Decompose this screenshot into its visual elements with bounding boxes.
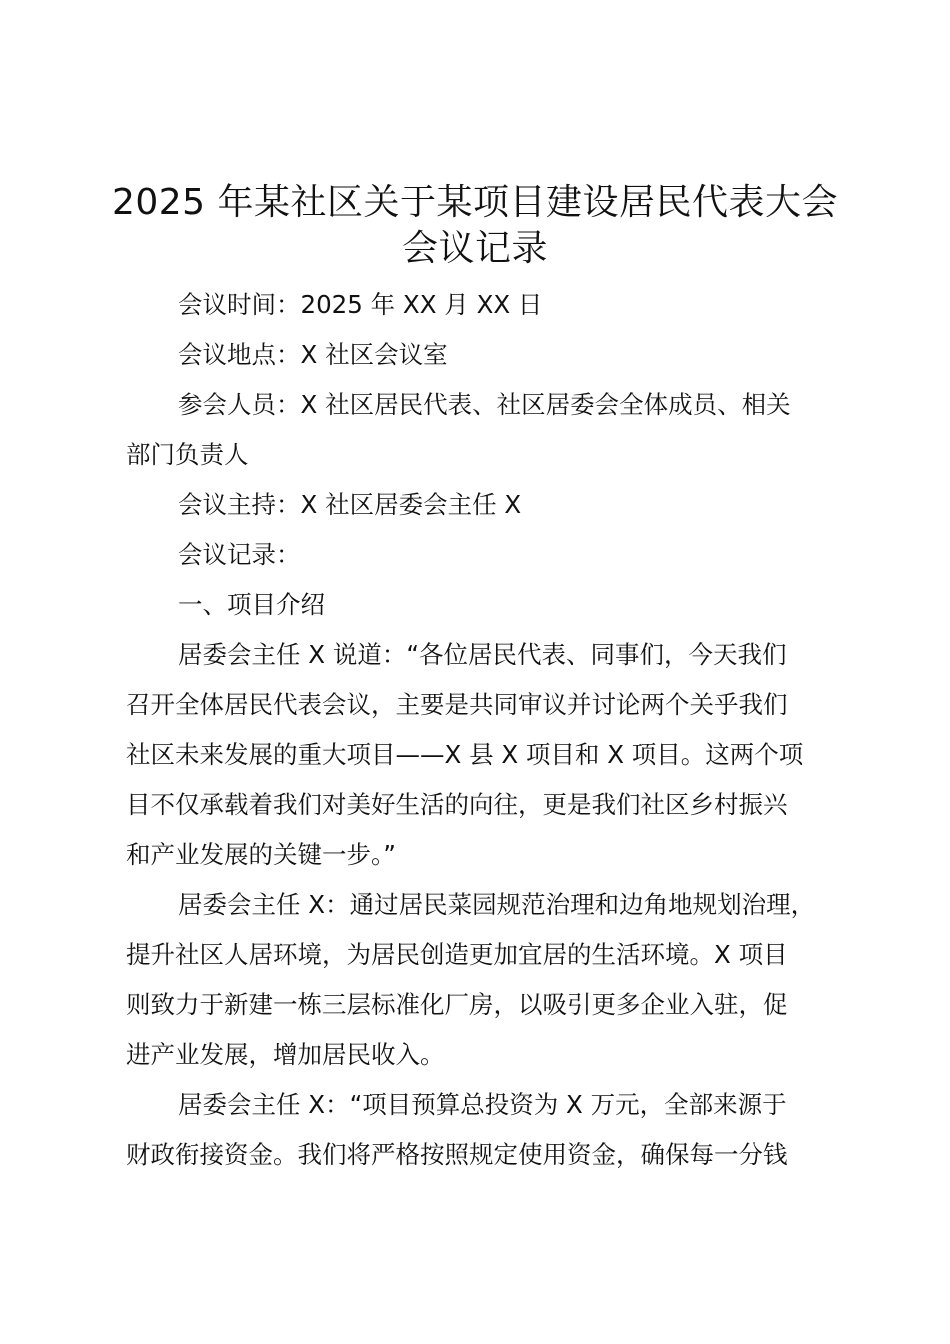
record-label-text: 会议记录： xyxy=(178,540,301,569)
attendees-line-1: 参会人员：X 社区居民代表、社区居委会全体成员、相关 xyxy=(178,390,791,419)
section-heading-text: 一、项目介绍 xyxy=(178,590,325,619)
paragraph-line: 召开全体居民代表会议，主要是共同审议并讨论两个关乎我们 xyxy=(126,690,788,719)
meeting-host-text: 会议主持：X 社区居委会主任 X xyxy=(178,490,522,519)
meeting-place-text: 会议地点：X 社区会议室 xyxy=(178,340,448,369)
document-title xyxy=(0,180,950,272)
meeting-place xyxy=(126,330,836,380)
paragraph-line: 居委会主任 X：“项目预算总投资为 X 万元，全部来源于 xyxy=(178,1090,787,1119)
paragraph-line: 居委会主任 X：通过居民菜园规范治理和边角地规划治理， xyxy=(178,890,816,919)
meeting-host xyxy=(126,480,836,530)
paragraph-1 xyxy=(126,630,836,880)
paragraph-3 xyxy=(126,1080,836,1180)
meeting-time-text: 会议时间：2025 年 XX 月 XX 日 xyxy=(178,290,543,319)
title-line-2: 会议记录 xyxy=(401,228,548,269)
paragraph-line: 社区未来发展的重大项目——X 县 X 项目和 X 项目。这两个项 xyxy=(126,740,804,769)
paragraph-line: 提升社区人居环境，为居民创造更加宜居的生活环境。X 项目 xyxy=(126,940,788,969)
paragraph-line: 财政衔接资金。我们将严格按照规定使用资金，确保每一分钱 xyxy=(126,1140,788,1169)
paragraph-2 xyxy=(126,880,836,1080)
paragraph-line: 居委会主任 X 说道：“各位居民代表、同事们，今天我们 xyxy=(178,640,787,669)
section-heading-1 xyxy=(126,580,836,630)
paragraph-line: 目不仅承载着我们对美好生活的向往，更是我们社区乡村振兴 xyxy=(126,790,788,819)
meeting-time xyxy=(126,280,836,330)
meeting-record-label xyxy=(126,530,836,580)
meeting-attendees xyxy=(126,380,836,480)
paragraph-line: 和产业发展的关键一步。” xyxy=(126,840,396,869)
title-line-1: 2025 年某社区关于某项目建设居民代表大会 xyxy=(111,182,839,223)
paragraph-line: 则致力于新建一栋三层标准化厂房，以吸引更多企业入驻，促 xyxy=(126,990,788,1019)
attendees-line-2: 部门负责人 xyxy=(126,440,249,469)
paragraph-line: 进产业发展，增加居民收入。 xyxy=(126,1040,445,1069)
document-body xyxy=(126,280,836,1180)
